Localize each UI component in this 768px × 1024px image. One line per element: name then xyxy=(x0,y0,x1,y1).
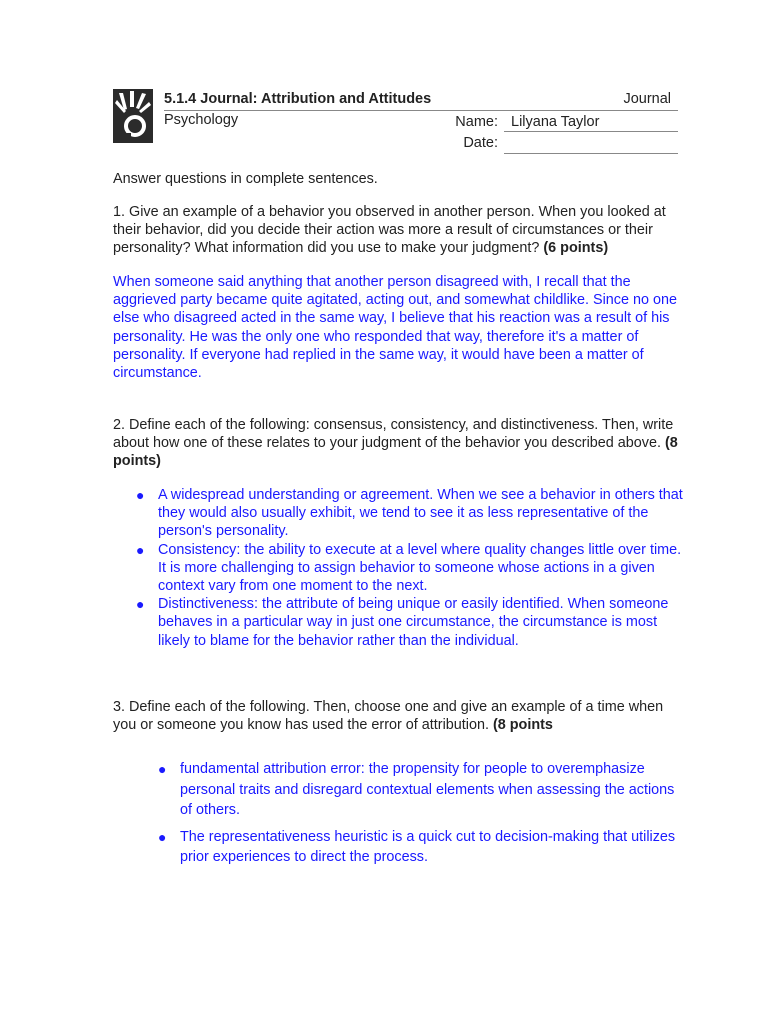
document-title: 5.1.4 Journal: Attribution and Attitudes xyxy=(164,91,432,107)
list-item xyxy=(136,486,683,541)
bullet-icon: ● xyxy=(158,828,167,845)
answer-2-item-1: A widespread understanding or agreement. When we see a behavior in others that they would also usually exhibit, we tend to see it as less representative of the person's personality. xyxy=(158,487,683,540)
document-type: Journal xyxy=(623,91,671,107)
bullet-icon: ● xyxy=(158,761,167,777)
question-3-text: 3. Define each of the following. Then, choose one and give an example of a time when you or someone you know has used the error of attribution. xyxy=(113,699,664,734)
sun-head-logo-icon xyxy=(113,89,153,143)
answer-1: When someone said anything that another person disagreed with, I recall that the aggrieved party became quite agitated, acting out, and somewhat childlike. Since no one else who disagreed acted in the same way, I believe that his reaction was a result of his personality. He was the only one who responded that way, therefore it's a matter of personality. If everyone had replied in the same way, it would have been a matter of circumstance. xyxy=(113,274,677,382)
name-field[interactable]: Lilyana Taylor xyxy=(511,114,600,130)
list-item xyxy=(136,595,683,650)
question-3 xyxy=(113,698,681,734)
bullet-icon: ● xyxy=(136,487,145,503)
date-underline xyxy=(504,153,678,154)
answer-3-list xyxy=(158,759,680,868)
question-1-text: 1. Give an example of a behavior you observed in another person. When you looked at their behavior, did you decide their action was more a result of circumstances or their personality? What information did you use to make your judgment? xyxy=(113,204,666,257)
course-subject: Psychology xyxy=(164,112,239,128)
date-label: Date: xyxy=(463,135,498,151)
list-item xyxy=(136,541,683,596)
header-divider xyxy=(164,110,678,111)
list-item xyxy=(158,827,680,868)
list-item xyxy=(158,759,680,821)
question-2 xyxy=(113,416,681,471)
answer-3-item-1: fundamental attribution error: the propensity for people to overemphasize personal traits and disregard contextual elements when assessing the actions of others. xyxy=(180,761,675,818)
question-1-points: (6 points) xyxy=(543,240,609,257)
bullet-icon: ● xyxy=(136,596,145,613)
answer-2-list xyxy=(136,486,683,650)
question-2-text: 2. Define each of the following: consensus, consistency, and distinctiveness. Then, write about how one of these relates to your judgment of the behavior you described above. xyxy=(113,417,674,452)
question-2-points: (8 points) xyxy=(113,435,678,470)
answer-2-item-3: Distinctiveness: the attribute of being unique or easily identified. When someone behaves in a particular way in just one circumstance, the circumstance is most likely to blame for the behavior rather than the individual. xyxy=(158,596,669,649)
name-label: Name: xyxy=(455,114,498,130)
bullet-icon: ● xyxy=(136,541,145,558)
answer-2-item-2: Consistency: the ability to execute at a level where quality changes little over time. It is more challenging to assign behavior to someone whose actions in a given context vary from one moment to the next. xyxy=(158,541,682,595)
question-1 xyxy=(113,203,681,258)
instructions: Answer questions in complete sentences. xyxy=(113,171,378,187)
name-underline xyxy=(504,131,678,132)
answer-3-item-2: The representativeness heuristic is a quick cut to decision-making that utilizes prior experiences to direct the process. xyxy=(180,828,676,865)
question-3-points: (8 points xyxy=(492,717,553,734)
